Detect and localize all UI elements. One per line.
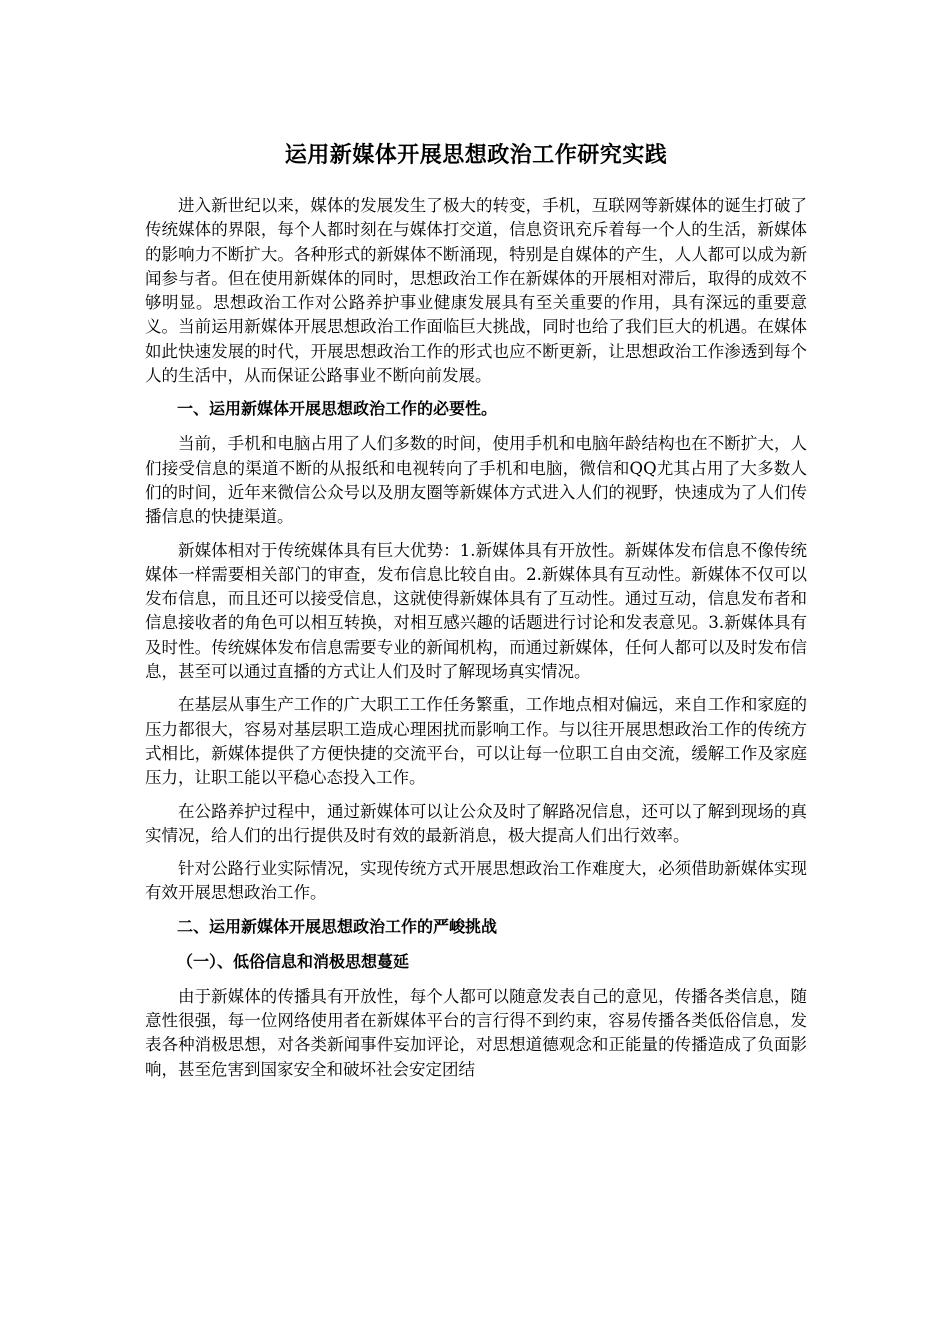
subsection-heading-1: （一）、低俗信息和消极思想蔓延 xyxy=(177,951,410,971)
document-page xyxy=(145,140,807,1091)
section-heading-2: 二、运用新媒体开展思想政治工作的严峻挑战 xyxy=(177,916,498,936)
paragraph-usage: 当前，手机和电脑占用了人们多数的时间，使用手机和电脑年龄结构也在不断扩大，人们接受信息的渠道不断的从报纸和电视转向了手机和电脑，微信和QQ尤其占用了大多数人们的时间，近年来微信公众号以及朋友圈等新媒体方式进入人们的视野，快速成为了人们传播信息的快捷渠道。 xyxy=(145,434,807,527)
paragraph-conclusion: 针对公路行业实际情况，实现传统方式开展思想政治工作难度大，必须借助新媒体实现有效开展思想政治工作。 xyxy=(145,859,807,903)
paragraph-low-quality-info: 由于新媒体的传播具有开放性，每个人都可以随意发表自己的意见，传播各类信息，随意性很强，每一位网络使用者在新媒体平台的言行得不到约束，容易传播各类低俗信息，发表各种消极思想，对各类新闻事件妄加评论，对思想道德观念和正能量的传播造成了负面影响，甚至危害到国家安全和破坏社会安定团结 xyxy=(145,986,807,1079)
document-title: 运用新媒体开展思想政治工作研究实践 xyxy=(284,143,668,168)
paragraph-intro: 进入新世纪以来，媒体的发展发生了极大的转变，手机，互联网等新媒体的诞生打破了传统媒体的界限，每个人都时刻在与媒体打交道，信息资讯充斥着每一个人的生活，新媒体的影响力不断扩大。各种形式的新媒体不断涌现，特别是自媒体的产生，人人都可以成为新闻参与者。但在使用新媒体的同时，思想政治工作在新媒体的开展相对滞后，取得的成效不够明显。思想政治工作对公路养护事业健康发展具有至关重要的作用，具有深远的重要意义。当前运用新媒体开展思想政治工作面临巨大挑战，同时也给了我们巨大的机遇。在媒体如此快速发展的时代，开展思想政治工作的形式也应不断更新，让思想政治工作渗透到每个人的生活中，从而保证公路事业不断向前发展。 xyxy=(145,196,807,386)
paragraph-road-maintenance: 在公路养护过程中，通过新媒体可以让公众及时了解路况信息，还可以了解到现场的真实情况，给人们的出行提供及时有效的最新消息，极大提高人们出行效率。 xyxy=(145,801,807,845)
section-heading-1: 一、运用新媒体开展思想政治工作的必要性。 xyxy=(177,399,498,419)
paragraph-workers: 在基层从事生产工作的广大职工工作任务繁重，工作地点相对偏远，来自工作和家庭的压力都很大，容易对基层职工造成心理困扰而影响工作。与以往开展思想政治工作的传统方式相比，新媒体提供了方便快捷的交流平台，可以让每一位职工自由交流，缓解工作及家庭压力，让职工能以平稳心态投入工作。 xyxy=(145,695,807,788)
paragraph-advantages: 新媒体相对于传统媒体具有巨大优势：1.新媒体具有开放性。新媒体发布信息不像传统媒体一样需要相关部门的审查，发布信息比较自由。2.新媒体具有互动性。新媒体不仅可以发布信息，而且还可以接受信息，这就使得新媒体具有了互动性。通过互动，信息发布者和信息接收者的角色可以相互转换，对相互感兴趣的话题进行讨论和发表意见。3.新媒体具有及时性。传统媒体发布信息需要专业的新闻机构，而通过新媒体，任何人都可以及时发布信息，甚至可以通过直播的方式让人们及时了解现场真实情况。 xyxy=(145,540,807,682)
